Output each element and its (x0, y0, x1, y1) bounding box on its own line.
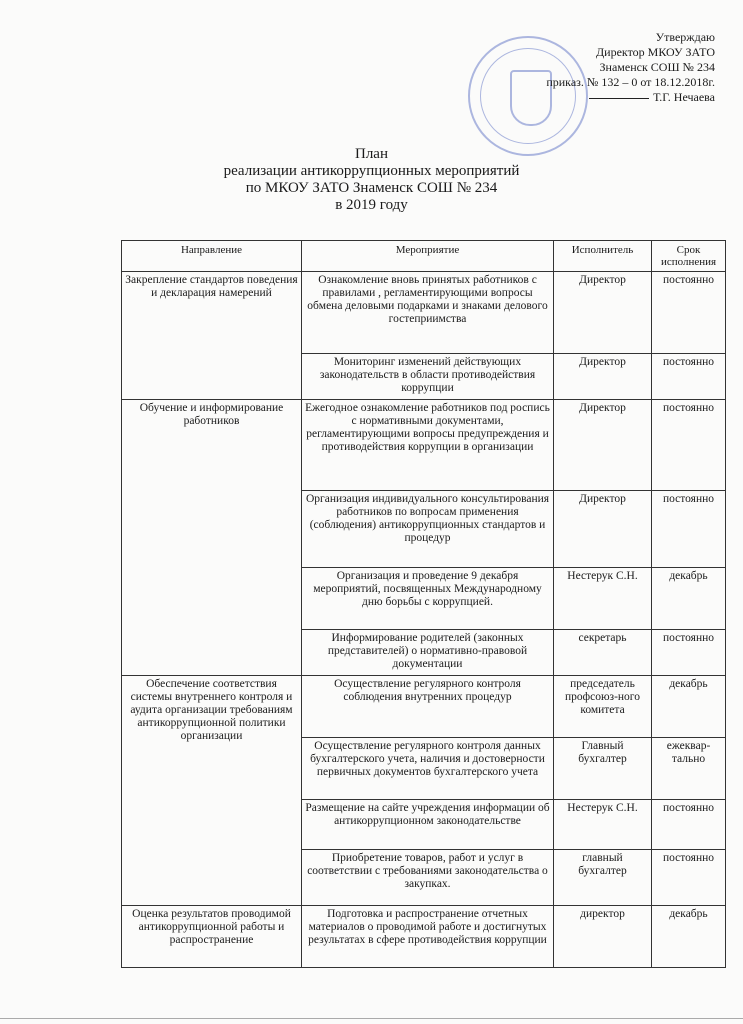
term-cell: декабрь (652, 676, 726, 738)
header-direction: Направление (122, 241, 302, 272)
header-term: Срок исполнения (652, 241, 726, 272)
approval-position: Директор МКОУ ЗАТО (595, 45, 715, 59)
direction-cell: Обеспечение соответствия системы внутреннего контроля и аудита организации требованиям антикоррупционной политики организации (122, 676, 302, 906)
direction-cell: Закрепление стандартов поведения и декларация намерений (122, 272, 302, 400)
approval-block (546, 30, 715, 105)
plan-table (121, 240, 726, 968)
event-cell: Мониторинг изменений действующих законодательств в области противодействия коррупции (302, 354, 554, 400)
title-line-1: План (354, 146, 388, 162)
executor-cell: Главный бухгалтер (554, 738, 652, 800)
event-cell: Осуществление регулярного контроля данных бухгалтерского учета, наличия и достоверности первичных документов бухгалтерского учета (302, 738, 554, 800)
executor-cell: Директор (554, 491, 652, 568)
executor-cell: директор (554, 906, 652, 968)
page-bottom-divider (0, 1018, 743, 1019)
event-cell: Приобретение товаров, работ и услуг в соответствии с требованиями законодательства о закупках. (302, 850, 554, 906)
table-row (122, 272, 726, 354)
direction-cell: Оценка результатов проводимой антикоррупционной работы и распространение (122, 906, 302, 968)
event-cell: Размещение на сайте учреждения информации об антикоррупционном законодательстве (302, 800, 554, 850)
table-row (122, 906, 726, 968)
executor-cell: Директор (554, 354, 652, 400)
executor-cell: Директор (554, 400, 652, 491)
table-header-row (122, 241, 726, 272)
title-line-3: по МКОУ ЗАТО Знаменск СОШ № 234 (245, 180, 498, 196)
approval-order: приказ. № 132 – 0 от 18.12.2018г. (546, 75, 715, 89)
event-cell: Организация индивидуального консультирования работников по вопросам применения (соблюдения) антикоррупционных стандартов и процедур (302, 491, 554, 568)
term-cell: постоянно (652, 800, 726, 850)
term-cell: декабрь (652, 568, 726, 630)
term-cell: декабрь (652, 906, 726, 968)
term-cell: ежеквар-тально (652, 738, 726, 800)
approval-heading: Утверждаю (655, 30, 715, 44)
approval-signer-line (546, 90, 715, 105)
document-title (0, 146, 743, 214)
executor-cell: Директор (554, 272, 652, 354)
approval-signer: Т.Г. Нечаева (653, 90, 715, 104)
term-cell: постоянно (652, 630, 726, 676)
event-cell: Организация и проведение 9 декабря мероприятий, посвященных Международному дню борьбы с коррупцией. (302, 568, 554, 630)
term-cell: постоянно (652, 272, 726, 354)
event-cell: Осуществление регулярного контроля соблюдения внутренних процедур (302, 676, 554, 738)
term-cell: постоянно (652, 491, 726, 568)
title-line-2: реализации антикоррупционных мероприятий (223, 163, 520, 179)
executor-cell: главный бухгалтер (554, 850, 652, 906)
header-executor: Исполнитель (554, 241, 652, 272)
title-line-4: в 2019 году (335, 197, 408, 213)
term-cell: постоянно (652, 400, 726, 491)
table-row (122, 676, 726, 738)
executor-cell: секретарь (554, 630, 652, 676)
term-cell: постоянно (652, 354, 726, 400)
direction-cell: Обучение и информирование работников (122, 400, 302, 676)
event-cell: Подготовка и распространение отчетных материалов о проводимой работе и достигнутых результатах в сфере противодействия коррупции (302, 906, 554, 968)
executor-cell: Нестерук С.Н. (554, 800, 652, 850)
term-cell: постоянно (652, 850, 726, 906)
executor-cell: Нестерук С.Н. (554, 568, 652, 630)
table-row (122, 400, 726, 491)
event-cell: Ознакомление вновь принятых работников с правилами , регламентирующими вопросы обмена деловыми подарками и знаками делового гостеприимства (302, 272, 554, 354)
event-cell: Ежегодное ознакомление работников под роспись с нормативными документами, регламентирующими вопросы предупреждения и противодействия коррупции в организации (302, 400, 554, 491)
event-cell: Информирование родителей (законных представителей) о нормативно-правовой документации (302, 630, 554, 676)
executor-cell: председатель профсоюз-ного комитета (554, 676, 652, 738)
approval-school: Знаменск СОШ № 234 (599, 60, 715, 74)
header-event: Мероприятие (302, 241, 554, 272)
signature-line (589, 98, 649, 99)
